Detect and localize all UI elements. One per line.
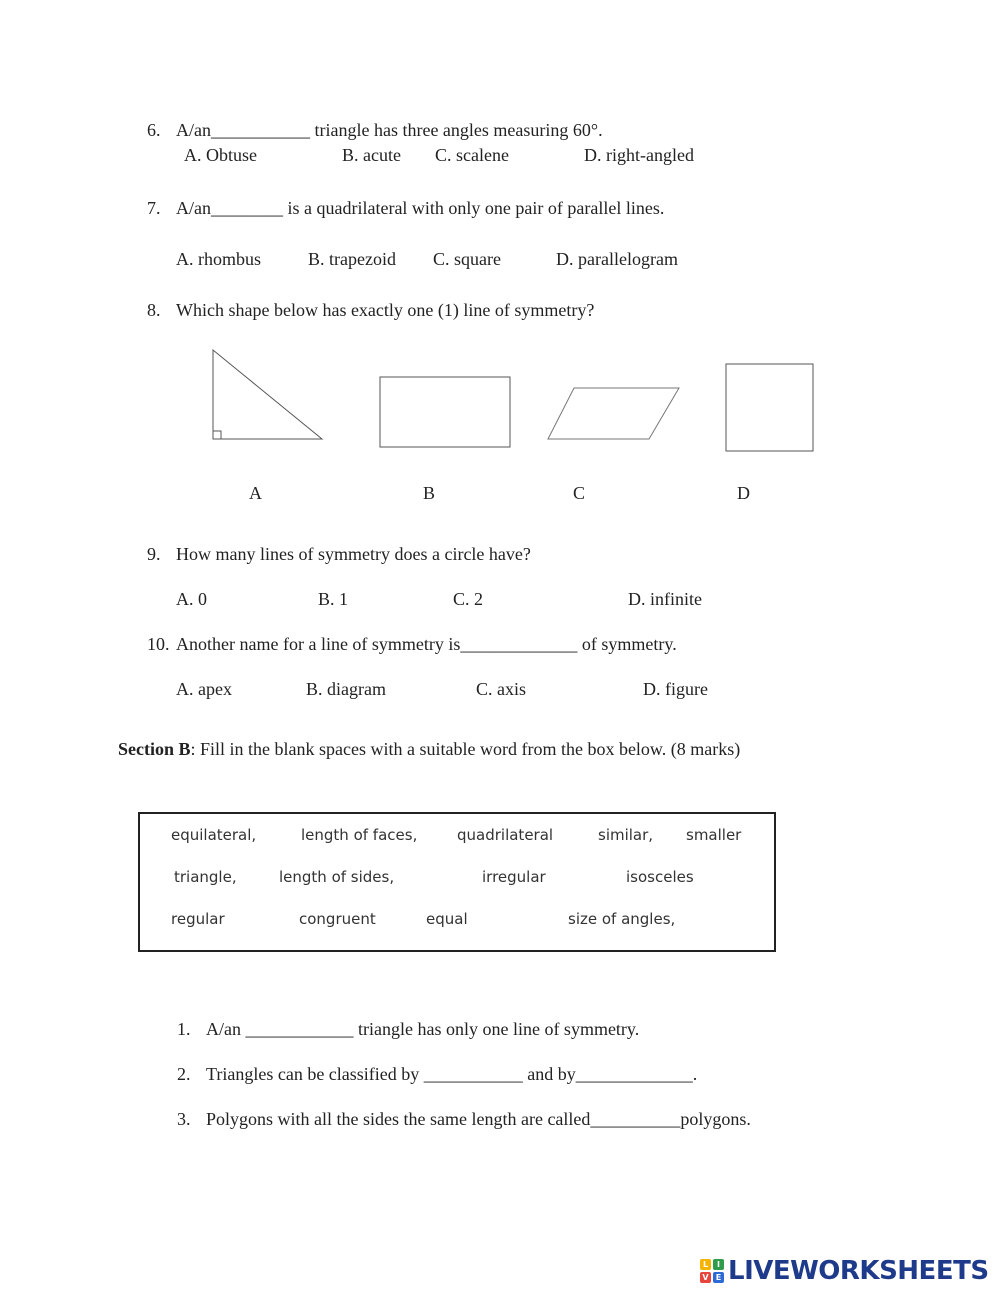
- q9-text: How many lines of symmetry does a circle have?: [176, 544, 531, 564]
- shape-label-c[interactable]: C: [573, 483, 586, 503]
- logo-letter: I: [713, 1259, 724, 1270]
- q8-number: 8.: [147, 300, 161, 320]
- word-bank-item: quadrilateral: [457, 826, 554, 844]
- q10-number: 10.: [147, 634, 170, 654]
- word-bank-item: length of faces,: [301, 826, 418, 844]
- q7-option-a[interactable]: A. rhombus: [176, 249, 261, 269]
- q7-text: A/an________ is a quadrilateral with only one pair of parallel lines.: [176, 198, 665, 218]
- liveworksheets-logo: [700, 1257, 989, 1285]
- q6-option-b[interactable]: B. acute: [342, 145, 401, 165]
- q7-option-d[interactable]: D. parallelogram: [556, 249, 678, 269]
- shape-a-right-triangle: [206, 344, 328, 444]
- q9-option-a[interactable]: A. 0: [176, 589, 207, 609]
- q6-number: 6.: [147, 120, 161, 140]
- word-bank-item: isosceles: [626, 868, 694, 886]
- logo-letter: V: [700, 1272, 711, 1283]
- b-q2-text[interactable]: Triangles can be classified by ___________ and by_____________.: [206, 1064, 698, 1084]
- q9-option-c[interactable]: C. 2: [453, 589, 484, 609]
- logo-letter: E: [713, 1272, 724, 1283]
- shape-label-b[interactable]: B: [423, 483, 436, 503]
- word-bank-item: length of sides,: [279, 868, 395, 886]
- word-bank-item: irregular: [482, 868, 546, 886]
- q10-text: Another name for a line of symmetry is_____________ of symmetry.: [176, 634, 677, 654]
- shape-c-parallelogram: [544, 382, 684, 444]
- word-bank-item: equal: [426, 910, 468, 928]
- q9-option-d[interactable]: D. infinite: [628, 589, 702, 609]
- section-b-instructions: : Fill in the blank spaces with a suitable word from the box below. (8 marks): [190, 739, 741, 759]
- b-q3-text[interactable]: Polygons with all the sides the same length are called__________polygons.: [206, 1109, 751, 1129]
- q9-number: 9.: [147, 544, 161, 564]
- q6-option-c[interactable]: C. scalene: [435, 145, 509, 165]
- word-bank-item: equilateral,: [171, 826, 257, 844]
- word-bank-item: triangle,: [174, 868, 237, 886]
- b-q1-text[interactable]: A/an ____________ triangle has only one line of symmetry.: [206, 1019, 640, 1039]
- q6-option-d[interactable]: D. right-angled: [584, 145, 694, 165]
- q7-option-c[interactable]: C. square: [433, 249, 501, 269]
- section-b-heading: [118, 740, 740, 758]
- q9-option-b[interactable]: B. 1: [318, 589, 349, 609]
- q10-option-a[interactable]: A. apex: [176, 679, 232, 699]
- q7-number: 7.: [147, 198, 161, 218]
- q10-option-b[interactable]: B. diagram: [306, 679, 386, 699]
- shape-label-a[interactable]: A: [249, 483, 262, 503]
- word-bank-item: size of angles,: [568, 910, 676, 928]
- b-q1-number: 1.: [177, 1019, 191, 1039]
- word-bank-item: similar,: [598, 826, 654, 844]
- word-bank-item: smaller: [686, 826, 742, 844]
- q7-option-b[interactable]: B. trapezoid: [308, 249, 396, 269]
- shape-b-rectangle: [376, 372, 516, 452]
- q6-text: A/an___________ triangle has three angles measuring 60°.: [176, 120, 603, 140]
- q10-option-d[interactable]: D. figure: [643, 679, 708, 699]
- word-bank-item: congruent: [299, 910, 376, 928]
- word-bank-item: regular: [171, 910, 225, 928]
- q6-option-a[interactable]: A. Obtuse: [184, 145, 257, 165]
- shape-label-d[interactable]: D: [737, 483, 750, 503]
- logo-text: LIVEWORKSHEETS: [728, 1256, 989, 1286]
- b-q2-number: 2.: [177, 1064, 191, 1084]
- section-b-title: Section B: [118, 739, 191, 759]
- shape-d-square: [722, 360, 818, 456]
- b-q3-number: 3.: [177, 1109, 191, 1129]
- q10-option-c[interactable]: C. axis: [476, 679, 527, 699]
- q8-text: Which shape below has exactly one (1) line of symmetry?: [176, 300, 595, 320]
- logo-blocks-icon: [700, 1259, 724, 1283]
- logo-letter: L: [700, 1259, 711, 1270]
